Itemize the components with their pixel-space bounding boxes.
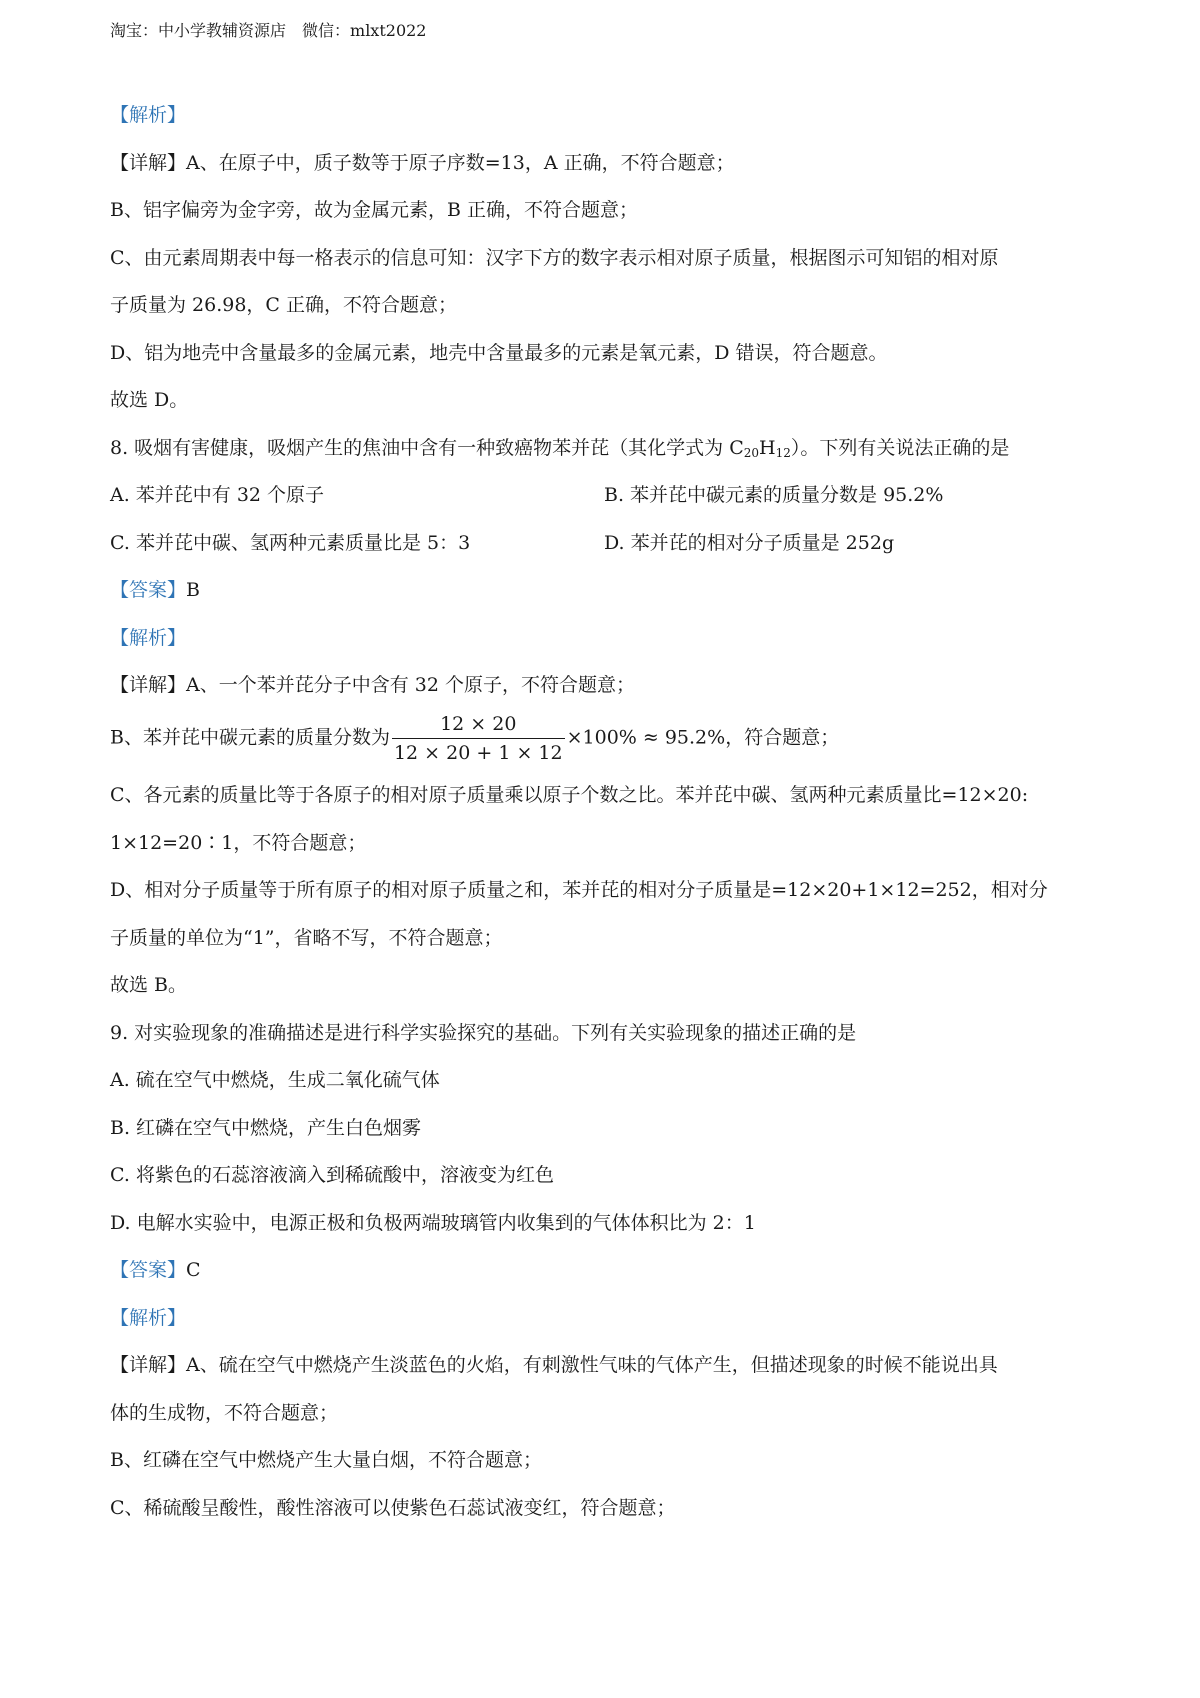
q8-option-c: C. 苯并芘中碳、氢两种元素质量比是 5：3 xyxy=(110,532,471,554)
q7-choice: 故选 D。 xyxy=(110,389,189,411)
q8-option-b: B. 苯并芘中碳元素的质量分数是 95.2% xyxy=(604,484,944,506)
header-shop: 淘宝：中小学教辅资源店 xyxy=(110,21,287,40)
q7-detail-a-text: A、在原子中，质子数等于原子序数=13，A 正确，不符合题意； xyxy=(186,152,735,174)
header-wechat: 微信：mlxt2022 xyxy=(302,21,427,40)
mass-fraction-formula xyxy=(392,712,565,765)
q8-detail-b-pre: B、苯并芘中碳元素的质量分数为 xyxy=(110,726,390,749)
fraction-denominator: 12 × 20 + 1 × 12 xyxy=(393,742,563,764)
q8-analysis-heading: 【解析】 xyxy=(110,627,187,649)
q8-stem-pre: 8. 吸烟有害健康，吸烟产生的焦油中含有一种致癌物苯并芘（其化学式为 C xyxy=(110,437,744,459)
q8-choice: 故选 B。 xyxy=(110,974,188,996)
q8-detail-d-line2: 子质量的单位为“1”，省略不写，不符合题意； xyxy=(110,927,503,949)
q7-detail-c-line1: C、由元素周期表中每一格表示的信息可知：汉字下方的数字表示相对原子质量，根据图示可知铝的相对原 xyxy=(110,247,999,269)
page-header xyxy=(110,18,426,44)
q8-sub-hydrogen: 12 xyxy=(775,446,791,460)
q9-analysis-heading: 【解析】 xyxy=(110,1307,187,1329)
q7-analysis-heading: 【解析】 xyxy=(110,104,187,126)
q8-stem-post: ）。下列有关说法正确的是 xyxy=(790,437,1010,459)
q7-detail-a xyxy=(110,150,735,176)
q8-detail-b xyxy=(110,712,839,765)
q8-stem-h: H xyxy=(759,437,776,459)
q8-answer xyxy=(110,577,200,603)
q8-detail-a-text: A、一个苯并芘分子中含有 32 个原子，不符合题意； xyxy=(186,674,635,696)
fraction-numerator: 12 × 20 xyxy=(392,712,565,739)
answer-tag: 【答案】 xyxy=(110,579,187,601)
q9-option-d: D. 电解水实验中，电源正极和负极两端玻璃管内收集到的气体体积比为 2：1 xyxy=(110,1212,756,1234)
q9-answer-value: C xyxy=(186,1259,201,1281)
q9-detail-a-text: A、硫在空气中燃烧产生淡蓝色的火焰，有刺激性气味的气体产生，但描述现象的时候不能说出具 xyxy=(186,1354,998,1376)
fraction-result: ×100% ≈ 95.2% xyxy=(566,726,726,749)
q8-answer-value: B xyxy=(186,579,200,601)
q9-detail-a-line2: 体的生成物，不符合题意； xyxy=(110,1402,339,1424)
q8-detail-b-post: ，符合题意； xyxy=(725,726,840,749)
q8-option-d: D. 苯并芘的相对分子质量是 252g xyxy=(604,532,895,554)
q9-answer xyxy=(110,1257,201,1283)
q8-detail-c-line2: 1×12=20∶1，不符合题意； xyxy=(110,832,367,854)
q7-detail-d: D、铝为地壳中含量最多的金属元素，地壳中含量最多的元素是氧元素，D 错误，符合题意。 xyxy=(110,342,888,364)
q8-sub-carbon: 20 xyxy=(743,446,760,460)
q8-stem xyxy=(110,435,1009,461)
detail-tag: 【详解】 xyxy=(110,674,187,696)
q7-detail-b: B、铝字偏旁为金字旁，故为金属元素，B 正确，不符合题意； xyxy=(110,199,638,221)
q9-detail-c: C、稀硫酸呈酸性，酸性溶液可以使紫色石蕊试液变红，符合题意； xyxy=(110,1497,676,1519)
q9-stem: 9. 对实验现象的准确描述是进行科学实验探究的基础。下列有关实验现象的描述正确的是 xyxy=(110,1022,857,1044)
q9-detail-a-line1 xyxy=(110,1352,998,1378)
q9-detail-b: B、红磷在空气中燃烧产生大量白烟，不符合题意； xyxy=(110,1449,542,1471)
q8-detail-a xyxy=(110,672,635,698)
q9-option-a: A. 硫在空气中燃烧，生成二氧化硫气体 xyxy=(110,1069,440,1091)
q8-detail-d-line1: D、相对分子质量等于所有原子的相对原子质量之和，苯并芘的相对分子质量是=12×20+1×12=252，相对分 xyxy=(110,879,1048,901)
q9-option-c: C. 将紫色的石蕊溶液滴入到稀硫酸中，溶液变为红色 xyxy=(110,1164,554,1186)
detail-tag: 【详解】 xyxy=(110,1354,187,1376)
answer-tag: 【答案】 xyxy=(110,1259,187,1281)
q9-option-b: B. 红磷在空气中燃烧，产生白色烟雾 xyxy=(110,1117,422,1139)
q8-option-a: A. 苯并芘中有 32 个原子 xyxy=(110,484,325,506)
q8-detail-c-line1: C、各元素的质量比等于各原子的相对原子质量乘以原子个数之比。苯并芘中碳、氢两种元素质量比=12×20: xyxy=(110,784,1029,806)
detail-tag: 【详解】 xyxy=(110,152,187,174)
q7-detail-c-line2: 子质量为 26.98，C 正确，不符合题意； xyxy=(110,294,458,316)
